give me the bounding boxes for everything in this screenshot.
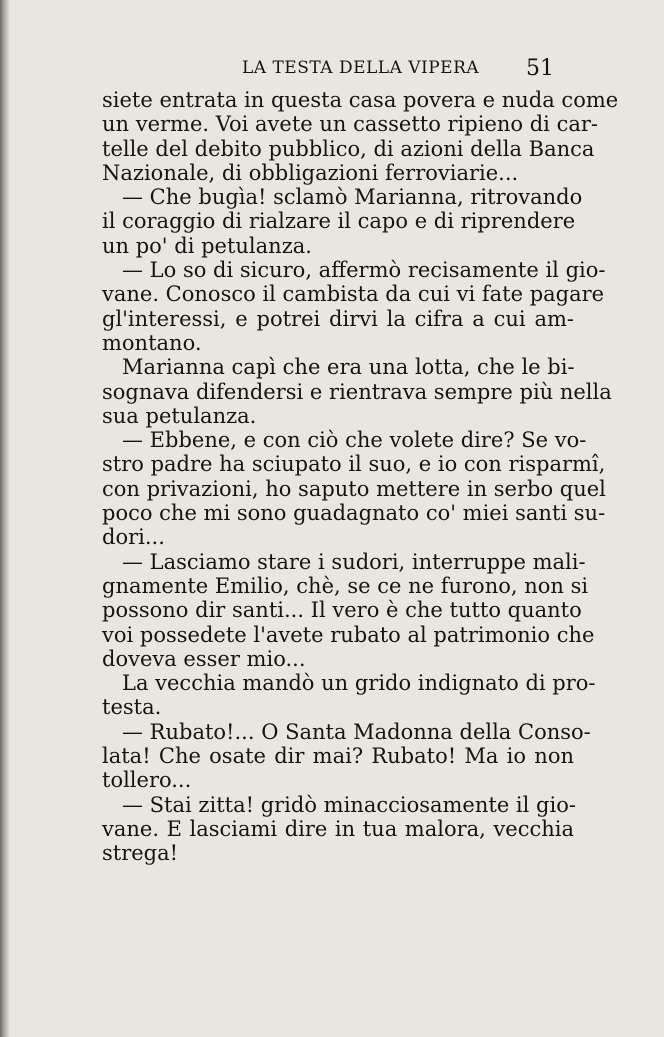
text-line: — Rubato!... O Santa Madonna della Conso- (122, 719, 591, 744)
text-line: gnamente Emilio, chè, se ce ne furono, non si (102, 573, 589, 598)
text-line: lata! Che osate dir mai? Rubato! Ma io non (102, 744, 574, 769)
text-line: — Ebbene, e con ciò che volete dire? Se vo- (122, 428, 587, 453)
text-line: tollero... (102, 768, 192, 793)
text-line: doveva esser mio... (102, 646, 306, 671)
text-line: siete entrata in questa casa povera e nuda come (102, 88, 619, 112)
text-line: poco che mi sono guadagnato co' miei santi su- (102, 501, 606, 526)
page-header (0, 56, 664, 86)
text-line: Nazionale, di obbligazioni ferroviarie... (102, 160, 519, 185)
text-line: sognava difendersi e rientrava sempre più nella (102, 379, 612, 404)
text-line: — Lo so di sicuro, affermò recisamente il gio- (122, 258, 606, 283)
page-edge (0, 0, 10, 1037)
text-line: testa. (102, 695, 162, 720)
text-line: — Che bugìa! sclamò Marianna, ritrovando (122, 185, 583, 210)
text-line: stro padre ha sciupato il suo, e io con risparmî, (102, 452, 606, 477)
text-line: gl'interessi, e potrei dirvi la cifra a cui am- (102, 306, 574, 331)
text-line: strega! (102, 841, 179, 866)
text-line: sua petulanza. (102, 403, 257, 428)
text-line: voi possedete l'avete rubato al patrimonio che (102, 622, 595, 647)
text-line: con privazioni, ho saputo mettere in serbo quel (102, 476, 606, 501)
text-line: — Stai zitta! gridò minacciosamente il gio- (122, 792, 576, 817)
text-line: telle del debito pubblico, di azioni della Banca (102, 136, 595, 161)
text-line: dori... (102, 525, 165, 550)
text-line: un po' di petulanza. (102, 233, 312, 258)
text-line: possono dir santi... Il vero è che tutto quanto (102, 598, 582, 623)
running-title: LA TESTA DELLA VIPERA (242, 58, 480, 78)
text-line: un verme. Voi avete un cassetto ripieno di car- (102, 112, 598, 137)
text-line: montano. (102, 330, 202, 355)
text-line: Marianna capì che era una lotta, che le bi- (122, 355, 575, 380)
page-number: 51 (526, 56, 554, 81)
text-line: il coraggio di rialzare il capo e di riprendere (102, 209, 576, 234)
text-line: — Lasciamo stare i sudori, interruppe mali- (122, 549, 586, 574)
text-line: vane. E lasciami dire in tua malora, vecchia (102, 816, 574, 841)
body-text (102, 88, 619, 866)
text-line: vane. Conosco il cambista da cui vi fate pagare (102, 282, 605, 307)
text-line: La vecchia mandò un grido indignato di pro- (122, 671, 596, 696)
